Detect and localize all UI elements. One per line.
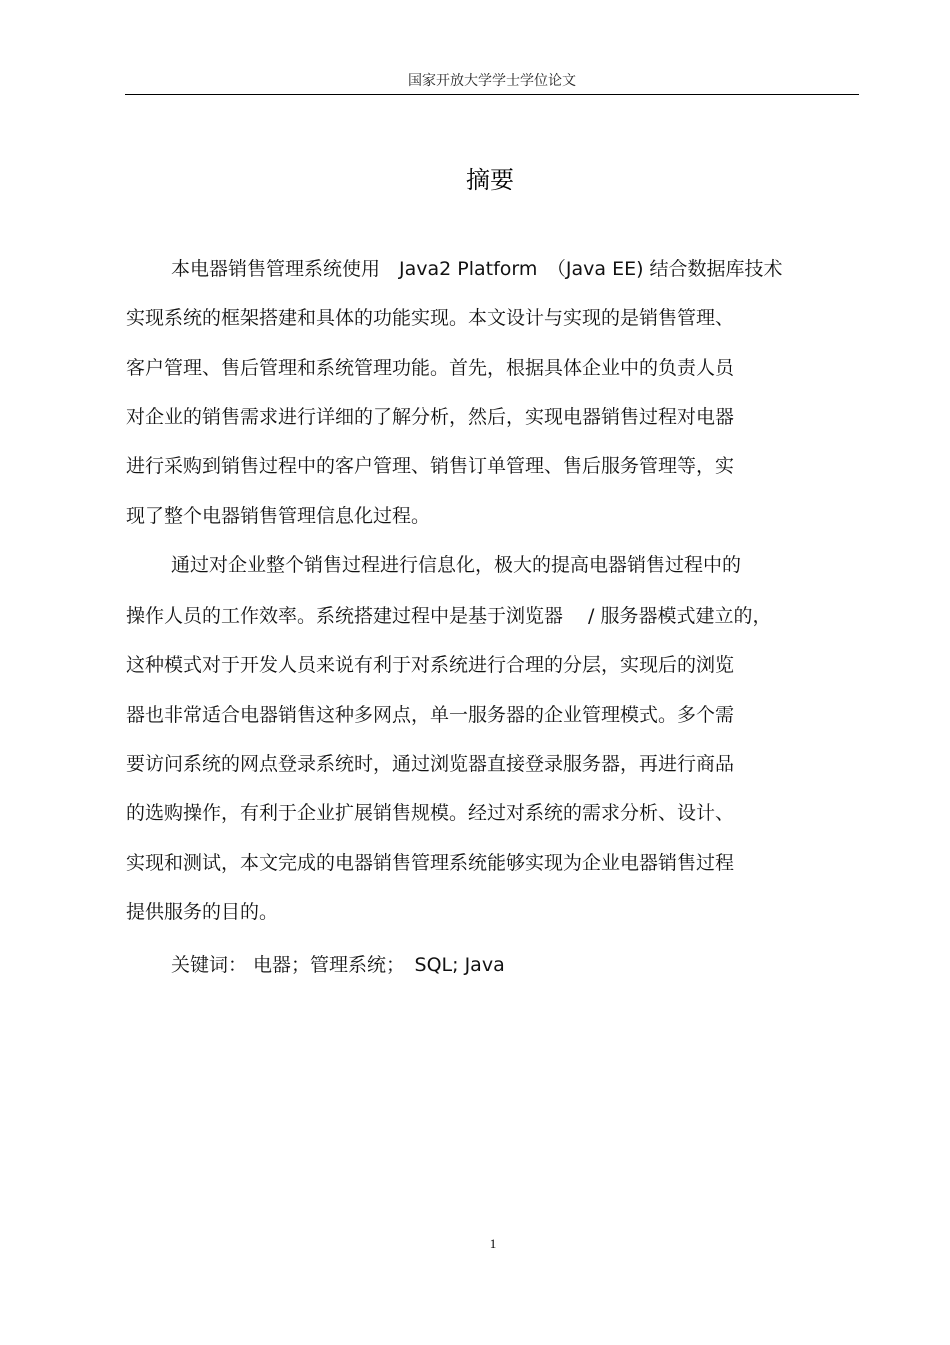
abstract-title: 摘要 bbox=[466, 166, 514, 194]
keywords: 关键词： 电器；管理系统； SQL; Java bbox=[171, 954, 505, 976]
abstract-line: 现了整个电器销售管理信息化过程。 bbox=[126, 505, 431, 527]
abstract-line: 客户管理、售后管理和系统管理功能。首先，根据具体企业中的负责人员 bbox=[126, 357, 735, 379]
header-rule bbox=[125, 94, 859, 95]
abstract-line: 实现和测试，本文完成的电器销售管理系统能够实现为企业电器销售过程 bbox=[126, 852, 735, 874]
abstract-line: 这种模式对于开发人员来说有利于对系统进行合理的分层，实现后的浏览 bbox=[126, 654, 735, 676]
abstract-line: 本电器销售管理系统使用 Java2 Platform （Java EE) 结合数据库技术 bbox=[171, 258, 783, 280]
abstract-line: 通过对企业整个销售过程进行信息化，极大的提高电器销售过程中的 bbox=[171, 554, 742, 576]
running-header: 国家开放大学学士学位论文 bbox=[408, 73, 576, 89]
abstract-line: 提供服务的目的。 bbox=[126, 901, 279, 923]
abstract-line: 的选购操作，有利于企业扩展销售规模。经过对系统的需求分析、设计、 bbox=[126, 802, 735, 824]
page-number: 1 bbox=[489, 1236, 497, 1251]
abstract-line: 实现系统的框架搭建和具体的功能实现。本文设计与实现的是销售管理、 bbox=[126, 307, 735, 329]
abstract-line: 对企业的销售需求进行详细的了解分析，然后，实现电器销售过程对电器 bbox=[126, 406, 735, 428]
abstract-line: 器也非常适合电器销售这种多网点，单一服务器的企业管理模式。多个需 bbox=[126, 704, 735, 726]
abstract-line: 操作人员的工作效率。系统搭建过程中是基于浏览器 / 服务器模式建立的， bbox=[126, 605, 772, 627]
abstract-line: 进行采购到销售过程中的客户管理、销售订单管理、售后服务管理等，实 bbox=[126, 455, 735, 477]
abstract-line: 要访问系统的网点登录系统时，通过浏览器直接登录服务器，再进行商品 bbox=[126, 753, 735, 775]
